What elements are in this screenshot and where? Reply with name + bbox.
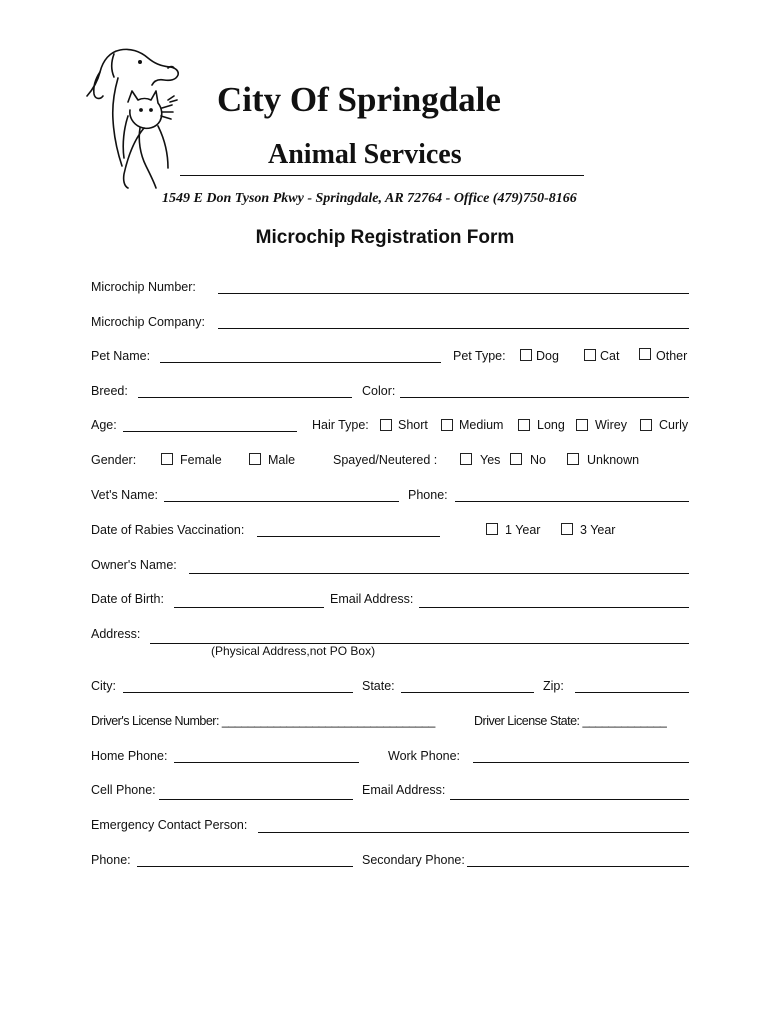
pet-name-label: Pet Name: <box>91 349 151 363</box>
emergency-phone-field[interactable] <box>137 866 353 867</box>
zip-field[interactable] <box>575 692 689 693</box>
work-phone-field[interactable] <box>473 762 689 763</box>
hair-curly-checkbox[interactable] <box>640 419 652 431</box>
vet-phone-label: Phone: <box>408 488 448 502</box>
cell-phone-field[interactable] <box>159 799 353 800</box>
hair-medium-checkbox[interactable] <box>441 419 453 431</box>
rabies-1-year-checkbox[interactable] <box>486 523 498 535</box>
secondary-phone-field[interactable] <box>467 866 689 867</box>
hair-type-label: Hair Type: <box>312 418 369 432</box>
spayed-no-label: No <box>530 453 546 467</box>
org-address: 1549 E Don Tyson Pkwy - Springdale, AR 72764 - Office (479)750-8166 <box>162 191 577 206</box>
rabies-3-year-checkbox[interactable] <box>561 523 573 535</box>
rabies-date-label: Date of Rabies Vaccination: <box>91 523 245 537</box>
pet-type-other-label: Other <box>656 349 688 363</box>
spayed-unknown-label: Unknown <box>587 453 640 467</box>
org-subtitle: Animal Services <box>268 139 462 170</box>
age-label: Age: <box>91 418 117 432</box>
pet-name-field[interactable] <box>160 362 441 363</box>
dob-field[interactable] <box>174 607 324 608</box>
hair-wirey-label: Wirey <box>595 418 627 432</box>
microchip-number-label: Microchip Number: <box>91 280 196 294</box>
vet-name-label: Vet's Name: <box>91 488 158 502</box>
pet-type-cat-label: Cat <box>600 349 620 363</box>
microchip-number-field[interactable] <box>218 293 689 294</box>
microchip-company-label: Microchip Company: <box>91 315 205 329</box>
home-phone-label: Home Phone: <box>91 749 168 763</box>
pet-type-label: Pet Type: <box>453 349 506 363</box>
color-label: Color: <box>362 384 396 398</box>
breed-label: Breed: <box>91 384 128 398</box>
rabies-3-year-label: 3 Year <box>580 523 616 537</box>
address-label: Address: <box>91 627 141 641</box>
address-note: (Physical Address,not PO Box) <box>211 644 376 658</box>
microchip-company-field[interactable] <box>218 328 689 329</box>
gender-male-label: Male <box>268 453 296 467</box>
city-field[interactable] <box>123 692 353 693</box>
pet-type-other-checkbox[interactable] <box>639 348 651 360</box>
drivers-license-number-field[interactable]: Driver's License Number: _________________________________ <box>91 714 435 728</box>
spayed-yes-label: Yes <box>480 453 501 467</box>
dob-label: Date of Birth: <box>91 592 164 606</box>
gender-female-label: Female <box>180 453 222 467</box>
spayed-no-checkbox[interactable] <box>510 453 522 465</box>
state-field[interactable] <box>401 692 534 693</box>
cell-phone-label: Cell Phone: <box>91 783 156 797</box>
state-label: State: <box>362 679 395 693</box>
email-label: Email Address: <box>330 592 414 606</box>
emergency-contact-label: Emergency Contact Person: <box>91 818 248 832</box>
header-divider <box>180 175 584 176</box>
hair-wirey-checkbox[interactable] <box>576 419 588 431</box>
secondary-phone-label: Secondary Phone: <box>362 853 465 867</box>
hair-short-label: Short <box>398 418 428 432</box>
pet-type-cat-checkbox[interactable] <box>584 349 596 361</box>
dog-and-cat-logo-icon <box>84 44 194 189</box>
breed-field[interactable] <box>138 397 352 398</box>
hair-long-checkbox[interactable] <box>518 419 530 431</box>
hair-long-label: Long <box>537 418 565 432</box>
spayed-unknown-checkbox[interactable] <box>567 453 579 465</box>
owner-name-label: Owner's Name: <box>91 558 177 572</box>
hair-curly-label: Curly <box>659 418 689 432</box>
hair-medium-label: Medium <box>459 418 504 432</box>
age-field[interactable] <box>123 431 297 432</box>
email-field[interactable] <box>419 607 689 608</box>
gender-label: Gender: <box>91 453 137 467</box>
rabies-date-field[interactable] <box>257 536 440 537</box>
pet-type-dog-label: Dog <box>536 349 559 363</box>
emergency-phone-label: Phone: <box>91 853 131 867</box>
email-2-label: Email Address: <box>362 783 446 797</box>
spayed-yes-checkbox[interactable] <box>460 453 472 465</box>
color-field[interactable] <box>400 397 689 398</box>
owner-name-field[interactable] <box>189 573 689 574</box>
gender-female-checkbox[interactable] <box>161 453 173 465</box>
city-label: City: <box>91 679 116 693</box>
drivers-license-state-field[interactable]: Driver License State: _____________ <box>474 714 667 728</box>
vet-phone-field[interactable] <box>455 501 689 502</box>
pet-type-dog-checkbox[interactable] <box>520 349 532 361</box>
gender-male-checkbox[interactable] <box>249 453 261 465</box>
hair-short-checkbox[interactable] <box>380 419 392 431</box>
emergency-contact-field[interactable] <box>258 832 689 833</box>
zip-label: Zip: <box>543 679 564 693</box>
spayed-neutered-label: Spayed/Neutered : <box>333 453 438 467</box>
form-title: Microchip Registration Form <box>255 227 515 248</box>
work-phone-label: Work Phone: <box>388 749 461 763</box>
rabies-1-year-label: 1 Year <box>505 523 541 537</box>
org-title: City Of Springdale <box>217 80 501 119</box>
email-2-field[interactable] <box>450 799 689 800</box>
vet-name-field[interactable] <box>164 501 399 502</box>
home-phone-field[interactable] <box>174 762 359 763</box>
